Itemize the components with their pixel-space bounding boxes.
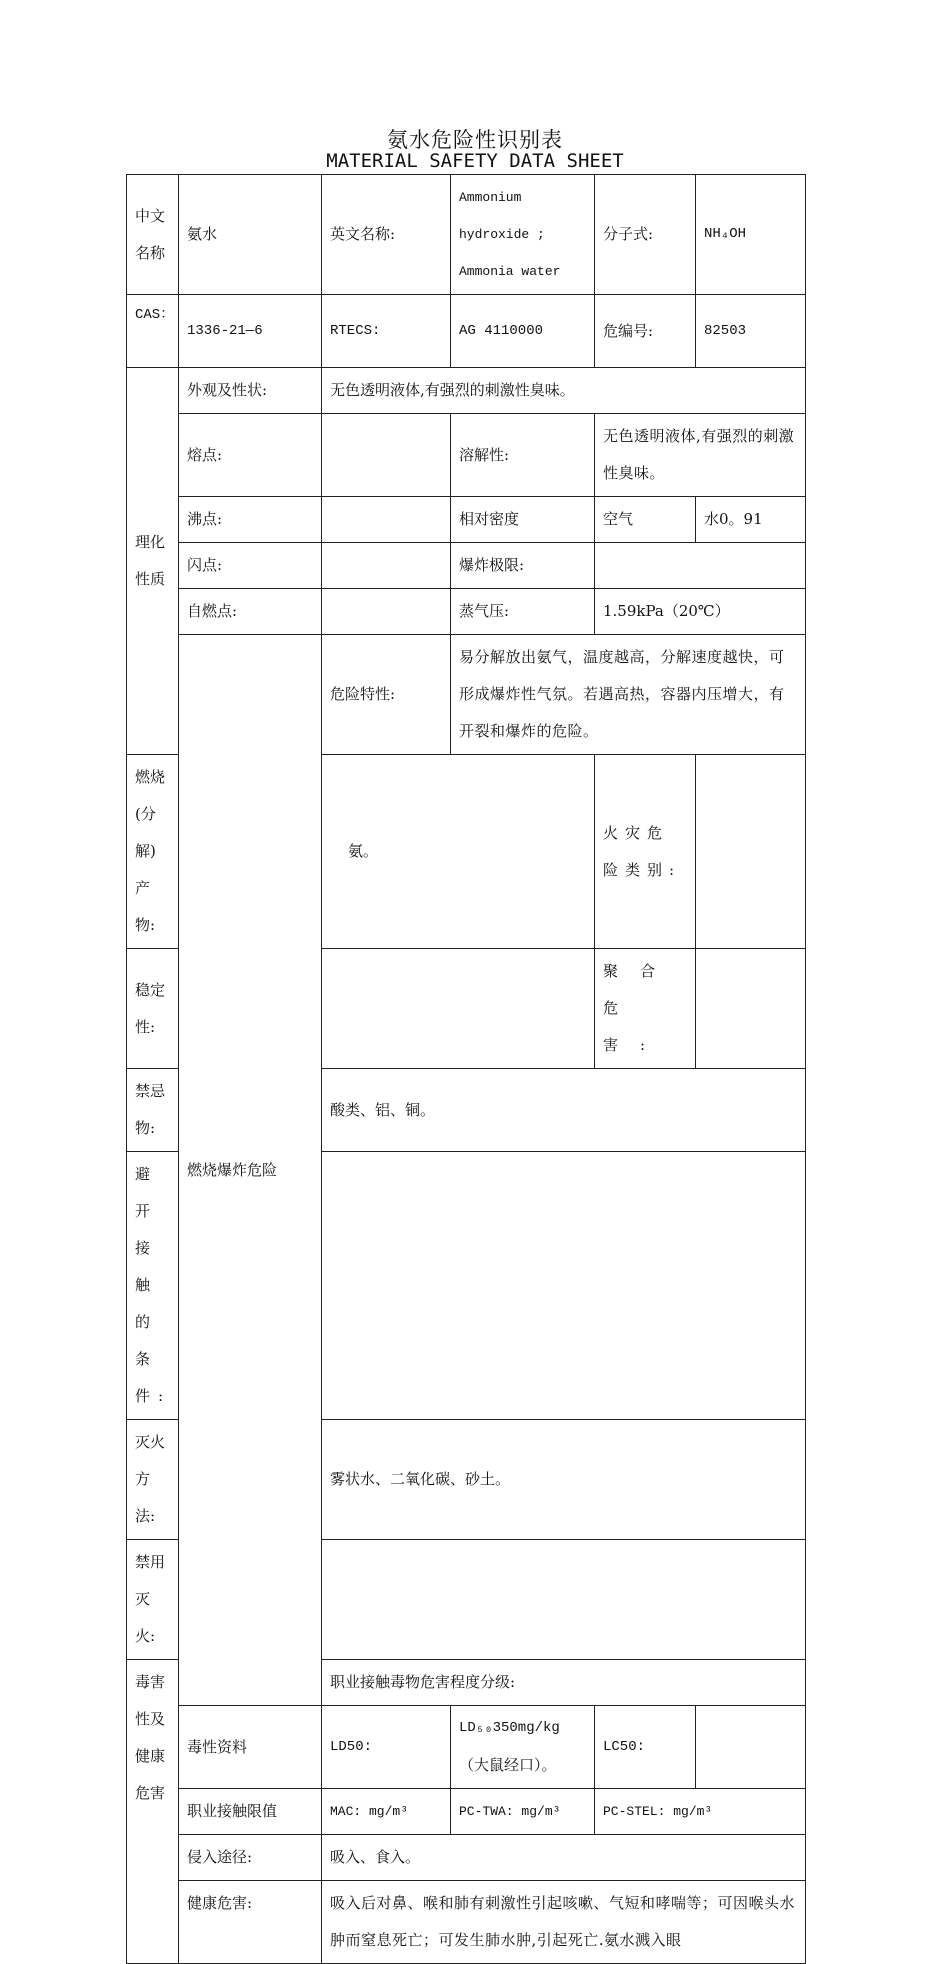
pc-twa-value: PC-TWA: mg/m³ [451,1789,595,1835]
cn-name-label: 中文名称 [127,175,179,295]
lc50-value [696,1706,806,1789]
route-value: 吸入、食入。 [322,1835,806,1881]
hazard-value: 易分解放出氨气，温度越高，分解速度越快，可形成爆炸性气氛。若遇高热，容器内压增大，有开裂和爆炸的危险。 [451,635,806,755]
solubility-value: 无色透明液体,有强烈的刺激性臭味。 [595,414,806,497]
rtecs-label: RTECS: [322,295,451,368]
table-row [127,414,806,497]
table-row [127,589,806,635]
explosion-value [595,543,806,589]
polymer-label: 聚合危害: [595,949,696,1069]
autoignition-value [322,589,451,635]
stability-value [322,949,595,1069]
harm-label: 健康危害: [179,1881,322,1964]
table-row [127,175,806,295]
en-name-value [451,175,595,295]
cas-label: CAS： [127,295,179,368]
density-air: 空气 [595,497,696,543]
physchem-section-label: 理化性质 [127,368,179,755]
cn-name-value: 氨水 [179,175,322,295]
boiling-value [322,497,451,543]
mac-value: MAC: mg/m³ [322,1789,451,1835]
table-row [127,1789,806,1835]
table-row [127,1706,806,1789]
boiling-label: 沸点: [179,497,322,543]
pc-stel-value: PC-STEL: mg/m³ [595,1789,806,1835]
polymer-value [696,949,806,1069]
appearance-label: 外观及性状: [179,368,322,414]
extinguish-label: 灭火方法: [127,1420,179,1540]
document-subtitle: MATERIAL SAFETY DATA SHEET [326,150,624,172]
forbidden-value [322,1540,806,1660]
msds-table [126,174,806,1964]
combustion-value: 氨。 [322,755,595,949]
melting-label: 熔点: [179,414,322,497]
health-section-label: 毒害性及健康危害 [127,1660,179,1964]
explosion-label: 爆炸极限: [451,543,595,589]
harm-value: 吸入后对鼻、喉和肺有刺激性引起咳嗽、气短和哮喘等；可因喉头水肿而窒息死亡；可发生肺水肿,引起死亡.氨水溅入眼 [322,1881,806,1964]
flash-value [322,543,451,589]
avoid-value [322,1152,806,1420]
rtecs-value: AG 4110000 [451,295,595,368]
en-name-line: hydroxide ; [459,227,545,242]
ld50-value-line: （大鼠经口）。 [459,1756,557,1774]
combustion-label: 燃烧(分解)产物: [127,755,179,949]
table-row [127,1881,806,1964]
melting-value [322,414,451,497]
forbidden-label: 禁用灭火: [127,1540,179,1660]
stability-label: 稳定性: [127,949,179,1069]
table-row [127,635,806,755]
autoignition-label: 自燃点: [179,589,322,635]
hazard-no-label: 危编号: [595,295,696,368]
vapor-value: 1.59kPa（20℃） [595,589,806,635]
avoid-label: 避开接触的条件: [127,1152,179,1420]
ld50-label: LD50: [322,1706,451,1789]
en-name-label: 英文名称: [322,175,451,295]
table-row [127,368,806,414]
vapor-label: 蒸气压: [451,589,595,635]
lc50-label: LC50: [595,1706,696,1789]
table-row [127,1835,806,1881]
en-name-line: Ammonium [459,190,522,205]
fire-section-label: 燃烧爆炸危险 [179,635,322,1706]
tox-label: 毒性资料 [179,1706,322,1789]
fire-class-value [696,755,806,949]
limit-label: 职业接触限值 [179,1789,322,1835]
fire-class-label: 火灾危险类别: [595,755,696,949]
grade-label: 职业接触毒物危害程度分级: [322,1660,806,1706]
document-title: 氨水危险性识别表 [387,128,563,152]
table-row [127,497,806,543]
cas-value: 1336-21—6 [179,295,322,368]
solubility-label: 溶解性: [451,414,595,497]
table-row [127,543,806,589]
incompatible-value: 酸类、铝、铜。 [322,1069,806,1152]
hazard-label: 危险特性: [322,635,451,755]
formula-label: 分子式: [595,175,696,295]
route-label: 侵入途径: [179,1835,322,1881]
en-name-line: Ammonia water [459,264,561,279]
hazard-no-value: 82503 [696,295,806,368]
appearance-value: 无色透明液体,有强烈的刺激性臭味。 [322,368,806,414]
table-row [127,295,806,368]
formula-value: NH₄OH [696,175,806,295]
incompatible-label: 禁忌物: [127,1069,179,1152]
extinguish-value: 雾状水、二氧化碳、砂土。 [322,1420,806,1540]
density-label: 相对密度 [451,497,595,543]
flash-label: 闪点: [179,543,322,589]
ld50-value-line: LD₅₀350mg/kg [459,1720,560,1736]
ld50-value [451,1706,595,1789]
density-water: 水0。91 [696,497,806,543]
